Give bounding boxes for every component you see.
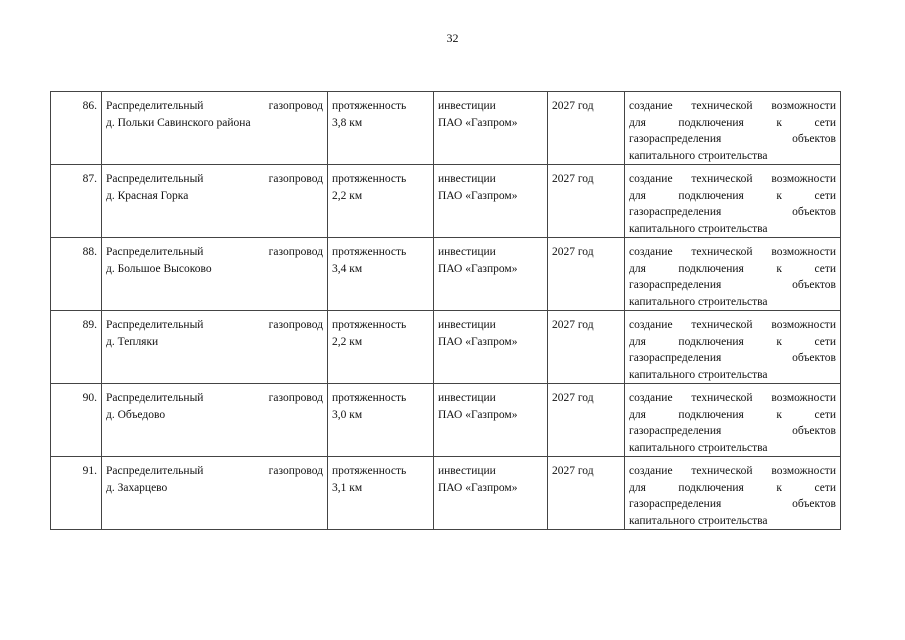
- object-name: [102, 457, 328, 530]
- purpose-line-1: создание технической возможности: [629, 246, 836, 258]
- purpose-line-3: газораспределения объектов: [629, 498, 836, 510]
- funding-line-2: ПАО «Газпром»: [438, 481, 518, 494]
- object-purpose: [625, 311, 841, 384]
- object-name: [102, 238, 328, 311]
- length-label: протяженность: [332, 392, 407, 404]
- purpose-line-2: для подключения к сети: [629, 116, 836, 129]
- object-purpose: [625, 457, 841, 530]
- object-length: [328, 165, 434, 238]
- funding-line-2: ПАО «Газпром»: [438, 408, 518, 421]
- funding-source: [434, 165, 548, 238]
- length-value: 2,2 км: [332, 189, 363, 202]
- table-row: [51, 165, 841, 238]
- table-row: [51, 457, 841, 530]
- row-number: [51, 457, 102, 530]
- length-label: протяженность: [332, 465, 407, 477]
- object-location-line: д. Захарцево: [106, 481, 168, 494]
- funding-line-1: инвестиции: [438, 319, 496, 331]
- length-value: 3,0 км: [332, 408, 363, 421]
- table-row: [51, 311, 841, 384]
- purpose-line-2: для подключения к сети: [629, 481, 836, 494]
- row-number: [51, 92, 102, 165]
- row-number-text: 87.: [82, 173, 97, 185]
- purpose-line-1: создание технической возможности: [629, 465, 836, 477]
- object-name-line: Распределительный газопровод: [106, 465, 323, 477]
- length-label: протяженность: [332, 246, 407, 258]
- funding-source: [434, 457, 548, 530]
- funding-line-1: инвестиции: [438, 100, 496, 112]
- length-label: протяженность: [332, 100, 407, 112]
- object-name-line: Распределительный газопровод: [106, 392, 323, 404]
- year-text: 2027 год: [552, 173, 594, 185]
- purpose-line-4: капитального строительства: [629, 368, 768, 381]
- purpose-line-2: для подключения к сети: [629, 189, 836, 202]
- pipeline-table-body: [51, 92, 841, 530]
- row-number-text: 89.: [82, 319, 97, 331]
- funding-line-2: ПАО «Газпром»: [438, 116, 518, 129]
- object-name-line: Распределительный газопровод: [106, 100, 323, 112]
- row-number-text: 90.: [82, 392, 97, 404]
- purpose-line-3: газораспределения объектов: [629, 352, 836, 364]
- funding-source: [434, 238, 548, 311]
- funding-source: [434, 384, 548, 457]
- length-label: протяженность: [332, 319, 407, 331]
- object-location-line: д. Польки Савинского района: [106, 116, 251, 129]
- length-label: протяженность: [332, 173, 407, 185]
- year-text: 2027 год: [552, 319, 594, 331]
- object-name-line: Распределительный газопровод: [106, 173, 323, 185]
- table-row: [51, 92, 841, 165]
- purpose-line-2: для подключения к сети: [629, 408, 836, 421]
- object-length: [328, 238, 434, 311]
- funding-source: [434, 311, 548, 384]
- completion-year: [548, 457, 625, 530]
- purpose-line-3: газораспределения объектов: [629, 425, 836, 437]
- purpose-line-4: капитального строительства: [629, 222, 768, 235]
- row-number: [51, 311, 102, 384]
- row-number: [51, 384, 102, 457]
- table-row: [51, 238, 841, 311]
- funding-line-2: ПАО «Газпром»: [438, 335, 518, 348]
- object-name-line: Распределительный газопровод: [106, 246, 323, 258]
- row-number-text: 91.: [82, 465, 97, 477]
- object-location-line: д. Объедово: [106, 408, 166, 421]
- length-value: 2,2 км: [332, 335, 363, 348]
- object-name-line: Распределительный газопровод: [106, 319, 323, 331]
- purpose-line-4: капитального строительства: [629, 441, 768, 454]
- object-length: [328, 311, 434, 384]
- purpose-line-3: газораспределения объектов: [629, 206, 836, 218]
- object-purpose: [625, 384, 841, 457]
- object-location-line: д. Красная Горка: [106, 189, 189, 202]
- purpose-line-1: создание технической возможности: [629, 173, 836, 185]
- purpose-line-1: создание технической возможности: [629, 319, 836, 331]
- object-name: [102, 384, 328, 457]
- row-number-text: 86.: [82, 100, 97, 112]
- year-text: 2027 год: [552, 100, 594, 112]
- funding-line-2: ПАО «Газпром»: [438, 189, 518, 202]
- purpose-line-3: газораспределения объектов: [629, 133, 836, 145]
- object-location-line: д. Большое Высоково: [106, 262, 212, 275]
- funding-line-1: инвестиции: [438, 465, 496, 477]
- pipeline-table: [50, 91, 841, 530]
- year-text: 2027 год: [552, 465, 594, 477]
- length-value: 3,1 км: [332, 481, 363, 494]
- purpose-line-2: для подключения к сети: [629, 335, 836, 348]
- length-value: 3,4 км: [332, 262, 363, 275]
- funding-line-2: ПАО «Газпром»: [438, 262, 518, 275]
- object-purpose: [625, 238, 841, 311]
- object-length: [328, 384, 434, 457]
- purpose-line-1: создание технической возможности: [629, 100, 836, 112]
- purpose-line-4: капитального строительства: [629, 514, 768, 527]
- object-name: [102, 165, 328, 238]
- completion-year: [548, 311, 625, 384]
- year-text: 2027 год: [552, 246, 594, 258]
- year-text: 2027 год: [552, 392, 594, 404]
- purpose-line-4: капитального строительства: [629, 295, 768, 308]
- purpose-line-4: капитального строительства: [629, 149, 768, 162]
- purpose-line-2: для подключения к сети: [629, 262, 836, 275]
- object-name: [102, 92, 328, 165]
- object-purpose: [625, 92, 841, 165]
- funding-line-1: инвестиции: [438, 392, 496, 404]
- completion-year: [548, 238, 625, 311]
- purpose-line-3: газораспределения объектов: [629, 279, 836, 291]
- row-number: [51, 165, 102, 238]
- completion-year: [548, 92, 625, 165]
- row-number-text: 88.: [82, 246, 97, 258]
- object-length: [328, 457, 434, 530]
- funding-line-1: инвестиции: [438, 173, 496, 185]
- object-name: [102, 311, 328, 384]
- row-number: [51, 238, 102, 311]
- table-row: [51, 384, 841, 457]
- page-number: 32: [446, 31, 459, 45]
- funding-line-1: инвестиции: [438, 246, 496, 258]
- object-purpose: [625, 165, 841, 238]
- object-location-line: д. Тепляки: [106, 335, 159, 348]
- funding-source: [434, 92, 548, 165]
- completion-year: [548, 384, 625, 457]
- length-value: 3,8 км: [332, 116, 363, 129]
- object-length: [328, 92, 434, 165]
- purpose-line-1: создание технической возможности: [629, 392, 836, 404]
- completion-year: [548, 165, 625, 238]
